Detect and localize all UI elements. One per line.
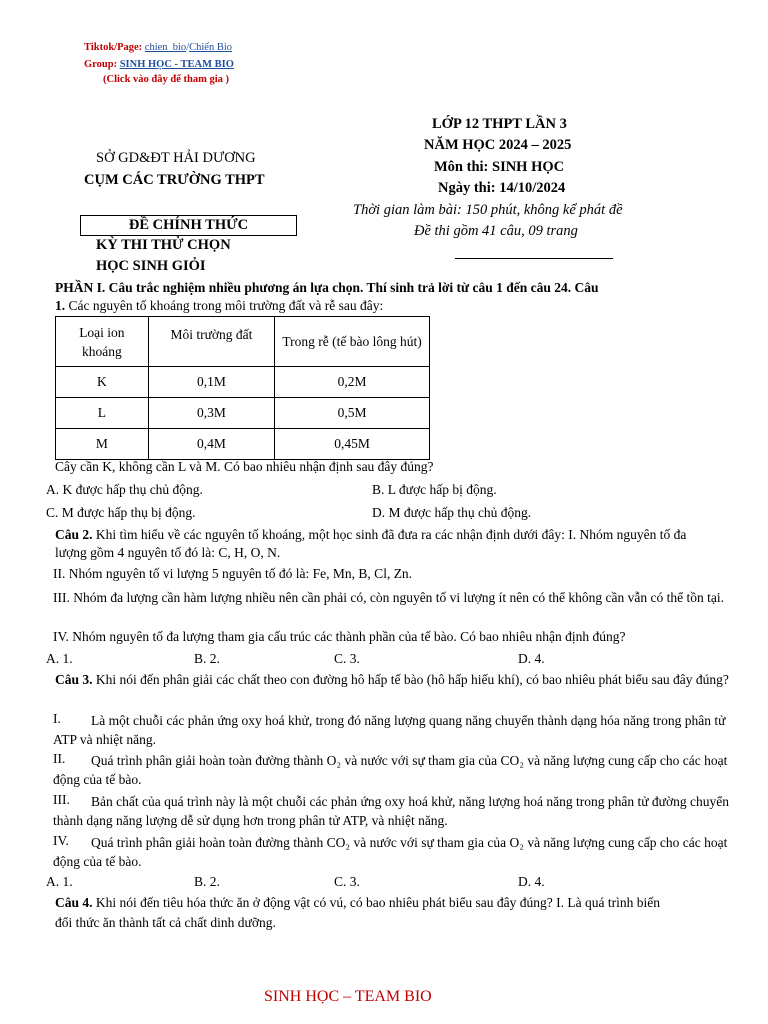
q3-statement-ii: Quá trình phân giải hoàn toàn đường thành O₂ và nước với sự tham gia của CO₂ và năng lượng cung cấp cho các hoạt động của tế bào. [53,753,728,787]
q4-label: Câu 4. [55,895,93,910]
q3-ii-number: II. [53,751,66,766]
table-row [56,429,430,460]
table-cell: K [56,367,149,398]
q1-number: 1. [55,298,66,313]
table-cell: 0,45M [275,429,430,460]
table-header-row [56,317,430,367]
department-name: SỞ GD&ĐT HẢI DƯƠNG [96,150,256,166]
table-cell: 0,4M [148,429,274,460]
table-cell: 0,3M [148,398,274,429]
table-cell: M [56,429,149,460]
q1-option-a[interactable]: A. K được hấp thụ chủ động. [46,482,203,497]
q2-statement-iv: IV. Nhóm nguyên tố đa lượng tham gia cấu trúc các thành phần của tế bào. Có bao nhiêu nhận định đúng? [53,629,626,644]
exam-name-line1: KỲ THI THỬ CHỌN [96,237,231,253]
ion-table [55,316,430,460]
q3-text: Khi nói đến phân giải các chất theo con đường hô hấp tế bào (hô hấp hiếu khí), có bao nhiêu phát biểu sau đây đúng? [95,672,729,687]
exam-date: Ngày thi: 14/10/2024 [438,180,566,196]
q1-intro-text: Các nguyên tố khoáng trong môi trường đất và rễ sau đây: [68,298,384,313]
q4-stem [55,893,665,933]
promo-group [84,59,234,70]
table-cell: 0,5M [275,398,430,429]
table-header: Loại ion khoáng [56,317,149,367]
group-label: Group: [84,59,118,70]
q2-label: Câu 2. [55,527,93,542]
subject: Môn thi: SINH HỌC [434,159,565,175]
exam-name-line2: HỌC SINH GIỎI [96,258,206,274]
q1-option-d[interactable]: D. M được hấp thụ chủ động. [372,505,532,520]
q2-option-a[interactable]: A. 1. [46,651,73,666]
q2-option-c[interactable]: C. 3. [334,651,360,666]
q2-stem [55,526,715,562]
school-cluster: CỤM CÁC TRƯỜNG THPT [84,172,265,188]
q3-label: Câu 3. [55,672,93,687]
group-link[interactable]: SINH HỌC - TEAM BIO [119,59,234,70]
tiktok-link[interactable]: chien_bio [144,42,187,53]
q3-statement-i: Là một chuỗi các phản ứng oxy hoá khử, trong đó năng lượng quang năng chuyển thành dạng hóa năng trong phân tử ATP và nhiệt năng. [53,713,726,747]
q2-statement-iii: III. Nhóm đa lượng cần hàm lượng nhiều nên cần phải có, còn nguyên tố vi lượng ít nên có thể không cần vẫn có thể tồn tại. [53,590,724,605]
q2-text: Khi tìm hiểu về các nguyên tố khoáng, một học sinh đã đưa ra các nhận định dưới đây: I. Nhóm nguyên tố đa lượng gồm 4 nguyên tố đó là: C, H, O, N. [55,527,687,560]
tiktok-label: Tiktok/Page: [84,42,143,53]
tiktok-separator: / [186,42,190,53]
q2-statement-ii: II. Nhóm nguyên tố vi lượng 5 nguyên tố đó là: Fe, Mn, B, Cl, Zn. [53,566,413,581]
header-underline [455,258,613,259]
q3-iv-number: IV. [53,833,69,848]
table-header: Trong rễ (tế bào lông hút) [275,317,430,367]
q3-iii-number: III. [53,792,70,807]
q1-stem: Cây cần K, không cần L và M. Có bao nhiêu nhận định sau đây đúng? [55,459,434,474]
q3-stem [55,670,735,689]
q2-option-b[interactable]: B. 2. [194,651,220,666]
q2-option-d[interactable]: D. 4. [518,651,545,666]
table-row [56,367,430,398]
grade-round: LỚP 12 THPT LẦN 3 [432,116,567,132]
q3-i-number: I. [53,711,61,726]
table-row [56,398,430,429]
q4-text: Khi nói đến tiêu hóa thức ăn ở động vật có vú, có bao nhiêu phát biểu sau đây đúng? I. Là quá trình biến đổi thức ăn thành tất cả chất dinh dưỡng. [55,895,660,930]
q3-option-d[interactable]: D. 4. [518,874,545,889]
table-cell: L [56,398,149,429]
exam-duration: Thời gian làm bài: 150 phút, không kể phát đề [353,202,623,218]
page-link[interactable]: Chiến Bio [189,42,232,53]
q3-option-a[interactable]: A. 1. [46,874,73,889]
table-cell: 0,2M [275,367,430,398]
q3-option-c[interactable]: C. 3. [334,874,360,889]
table-cell: 0,1M [148,367,274,398]
q1-option-c[interactable]: C. M được hấp thụ bị động. [46,505,196,520]
school-year: NĂM HỌC 2024 – 2025 [424,137,572,153]
q1-intro [55,298,383,314]
q3-statement-iii: Bản chất của quá trình này là một chuỗi các phản ứng oxy hoá khử, năng lượng hoá năng trong phân tử đường chuyển thành dạng năng lượng dễ sử dụng hơn trong phân tử ATP, và nhiệt năng. [53,794,729,828]
q3-statement-iv: Quá trình phân giải hoàn toàn đường thành CO₂ và nước với sự tham gia của O₂ và năng lượng cung cấp cho các hoạt động của tế bào. [53,835,728,869]
footer-brand: SINH HỌC – TEAM BIO [264,988,432,1005]
page-count: Đề thi gồm 41 câu, 09 trang [414,223,578,239]
table-header: Môi trường đất [148,317,274,367]
part1-title: PHẦN I. Câu trắc nghiệm nhiều phương án lựa chọn. Thí sinh trả lời từ câu 1 đến câu 24. Câu [55,280,599,295]
q3-option-b[interactable]: B. 2. [194,874,220,889]
promo-tiktok [84,42,232,53]
join-note[interactable]: (Click vào đây để tham gia ) [103,74,229,85]
q1-option-b[interactable]: B. L được hấp bị động. [372,482,497,497]
official-badge: ĐỀ CHÍNH THỨC [80,215,297,236]
